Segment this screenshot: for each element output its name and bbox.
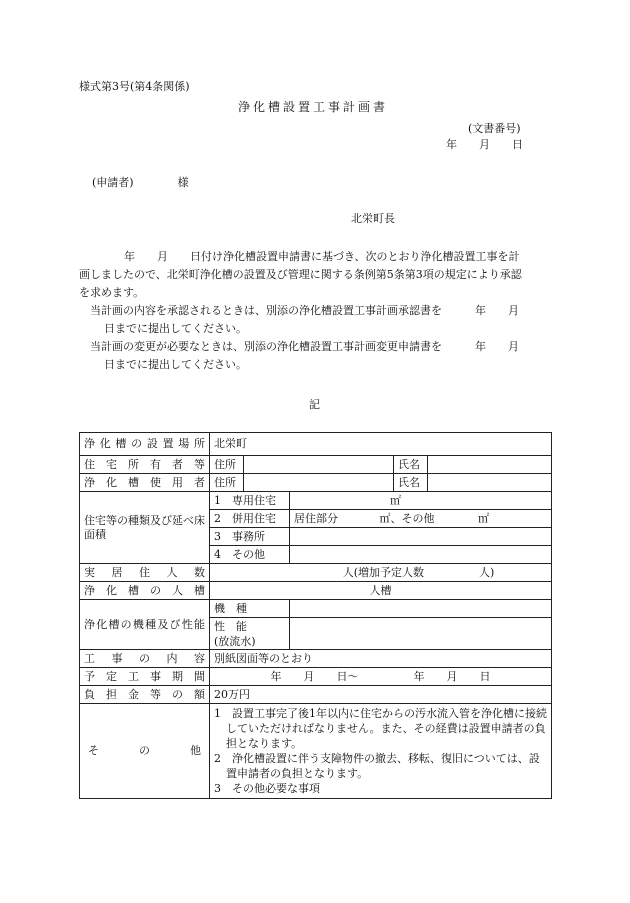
- note-item: 3 その他必要な事項: [214, 782, 320, 795]
- owner-name-label: 氏名: [394, 456, 428, 474]
- housing-item: 4 その他: [210, 546, 290, 564]
- period-label: 予定工事期間: [80, 668, 210, 686]
- residents-value: 人(増加予定人数 人): [210, 564, 552, 582]
- body-text-line: 日までに提出してください。: [104, 358, 247, 371]
- owner-label: 住宅所有者等: [80, 456, 210, 474]
- document-title: 浄化槽設置工事計画書: [238, 100, 389, 114]
- performance-item: 性 能: [214, 619, 247, 633]
- period-value: 年 月 日～ 年 月 日: [210, 668, 552, 686]
- model-label: 浄化槽の機種及び性能: [80, 600, 210, 650]
- model-item: 機 種: [210, 600, 290, 618]
- user-label: 浄化槽使用者: [80, 474, 210, 492]
- user-address-label: 住所: [210, 474, 244, 492]
- body-text-line: 年 月 日付け浄化槽設置申請書に基づき、次のとおり浄化槽設置工事を計: [124, 250, 520, 263]
- housing-item: 2 併用住宅: [210, 510, 290, 528]
- form-number: 様式第3号(第4条関係): [79, 80, 190, 93]
- owner-address-field: [244, 456, 394, 474]
- body-text-line: を求めます。: [79, 286, 145, 299]
- capacity-value: 人槽: [210, 582, 552, 600]
- body-text-line: 当計画の変更が必要なときは、別添の浄化槽設置工事計画変更申請書を 年 月: [90, 340, 519, 353]
- housing-area-unit: ㎡: [290, 492, 552, 510]
- housing-item: 3 事務所: [210, 528, 290, 546]
- issuer-line: 北栄町長: [351, 212, 395, 225]
- work-label: 工事の内容: [80, 650, 210, 668]
- user-name-field: [428, 474, 552, 492]
- body-text-line: 当計画の内容を承認されるときは、別添の浄化槽設置工事計画承認書を 年 月: [90, 304, 519, 317]
- body-text-line: 日までに提出してください。: [104, 322, 247, 335]
- residential-part-label: 居住部分: [294, 511, 338, 525]
- other-label: その他: [80, 704, 210, 799]
- cost-label: 負担金等の額: [80, 686, 210, 704]
- housing-value-field: [290, 546, 552, 564]
- body-text-line: 画しましたので、北栄町浄化槽の設置及び管理に関する条例第5条第3項の規定により承認: [79, 268, 522, 281]
- note-item: 1 設置工事完了後1年以内に住宅からの汚水流入管を浄化槽に接続していただければなりません。また、その経費は設置申請者の負担となります。: [214, 707, 547, 750]
- ki-heading: 記: [309, 398, 320, 411]
- document-number: (文書番号): [468, 122, 521, 135]
- other-area-unit: ㎡: [478, 511, 489, 525]
- owner-name-field: [428, 456, 552, 474]
- housing-item: 1 専用住宅: [210, 492, 290, 510]
- cost-value: 20万円: [210, 686, 552, 704]
- location-value: 北栄町: [210, 433, 552, 456]
- date-line: 年 月 日: [446, 138, 523, 151]
- discharge-item: (放流水): [214, 634, 256, 648]
- residential-area-unit: ㎡、その他: [379, 511, 435, 525]
- user-name-label: 氏名: [394, 474, 428, 492]
- applicant-line: (申請者) 様: [92, 176, 189, 189]
- housing-label: 住宅等の種類及び延べ床面積: [80, 492, 210, 564]
- residents-label: 実居住人数: [80, 564, 210, 582]
- housing-value-field: [290, 528, 552, 546]
- user-address-field: [244, 474, 394, 492]
- model-value-field: [290, 600, 552, 618]
- work-value: 別紙図面等のとおり: [210, 650, 552, 668]
- note-item: 2 浄化槽設置に伴う支障物件の撤去、移転、復旧については、設置申請者の負担となります。: [214, 752, 540, 780]
- details-table: [79, 432, 552, 799]
- capacity-label: 浄化槽の人槽: [80, 582, 210, 600]
- performance-value-field: [290, 618, 552, 650]
- owner-address-label: 住所: [210, 456, 244, 474]
- location-label: 浄化槽の設置場所: [80, 433, 210, 456]
